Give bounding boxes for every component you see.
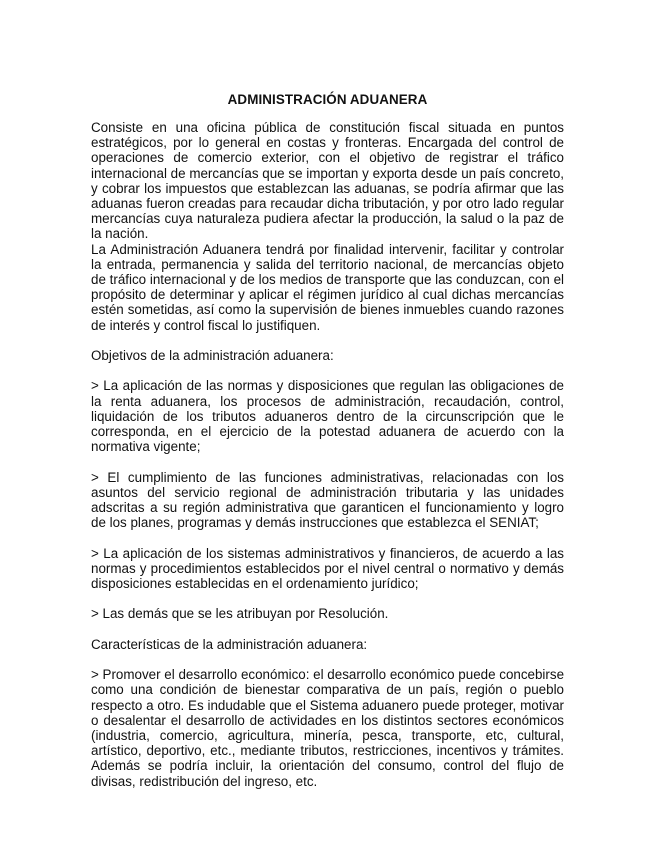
paragraph-purpose: La Administración Aduanera tendrá por finalidad intervenir, facilitar y controlar la entrada, permanencia y salida del territorio nacional, de mercancías objeto de tráfico internacional y de los medios de transporte que las conduzcan, con el propósito de determinar y aplicar el régimen jurídico al cual dichas mercancías estén sometidas, así como la supervisión de bienes inmuebles cuando razones de interés y control fiscal lo justifiquen.	[91, 241, 564, 333]
document-title: ADMINISTRACIÓN ADUANERA	[227, 92, 428, 107]
objective-item: > La aplicación de los sistemas administrativos y financieros, de acuerdo a las normas y procedimientos establecidos por el nivel central o normativo y demás disposiciones establecidas en el ordenamiento jurídico;	[91, 545, 564, 592]
objective-item: > Las demás que se les atribuyan por Resolución.	[91, 606, 389, 622]
objective-item: > El cumplimiento de las funciones administrativas, relacionadas con los asuntos del servicio regional de administración tributaria y las unidades adscritas a su región administrativa que garanticen el funcionamiento y logro de los planes, programas y demás instrucciones que establezca el SENIAT;	[91, 469, 564, 531]
objective-item: > La aplicación de las normas y disposiciones que regulan las obligaciones de la renta aduanera, los procesos de administración, recaudación, control, liquidación de los tributos aduaneros dentro de la circunscripción que le corresponda, en el ejercicio de la potestad aduanera de acuerdo con la normativa vigente;	[91, 378, 564, 455]
paragraph-definition: Consiste en una oficina pública de constitución fiscal situada en puntos estratégicos, por lo general en costas y fronteras. Encargada del control de operaciones de comercio exterior, con el objetivo de registrar el tráfico internacional de mercancías que se importan y exporta desde un país concreto, y cobrar los impuestos que establezcan las aduanas, se podría afirmar que las aduanas fueron creadas para recaudar dicha tributación, y por otro lado regular mercancías cuya naturaleza pudiera afectar la producción, la salud o la paz de la nación.	[91, 120, 564, 242]
document-body	[91, 120, 564, 789]
characteristic-item: > Promover el desarrollo económico: el desarrollo económico puede concebirse como una condición de bienestar comparativa de un país, región o pueblo respecto a otro. Es indudable que el Sistema aduanero puede proteger, motivar o desalentar el desarrollo de actividades en los distintos sectores económicos (industria, comercio, agricultura, minería, pesca, transporte, etc, cultural, artístico, deportivo, etc., mediante tributos, restricciones, incentivos y trámites. Además se podría incluir, la orientación del consumo, control del flujo de divisas, redistribución del ingreso, etc.	[91, 667, 565, 789]
objectives-heading: Objetivos de la administración aduanera:	[91, 348, 334, 364]
characteristics-heading: Características de la administración aduanera:	[91, 636, 368, 652]
